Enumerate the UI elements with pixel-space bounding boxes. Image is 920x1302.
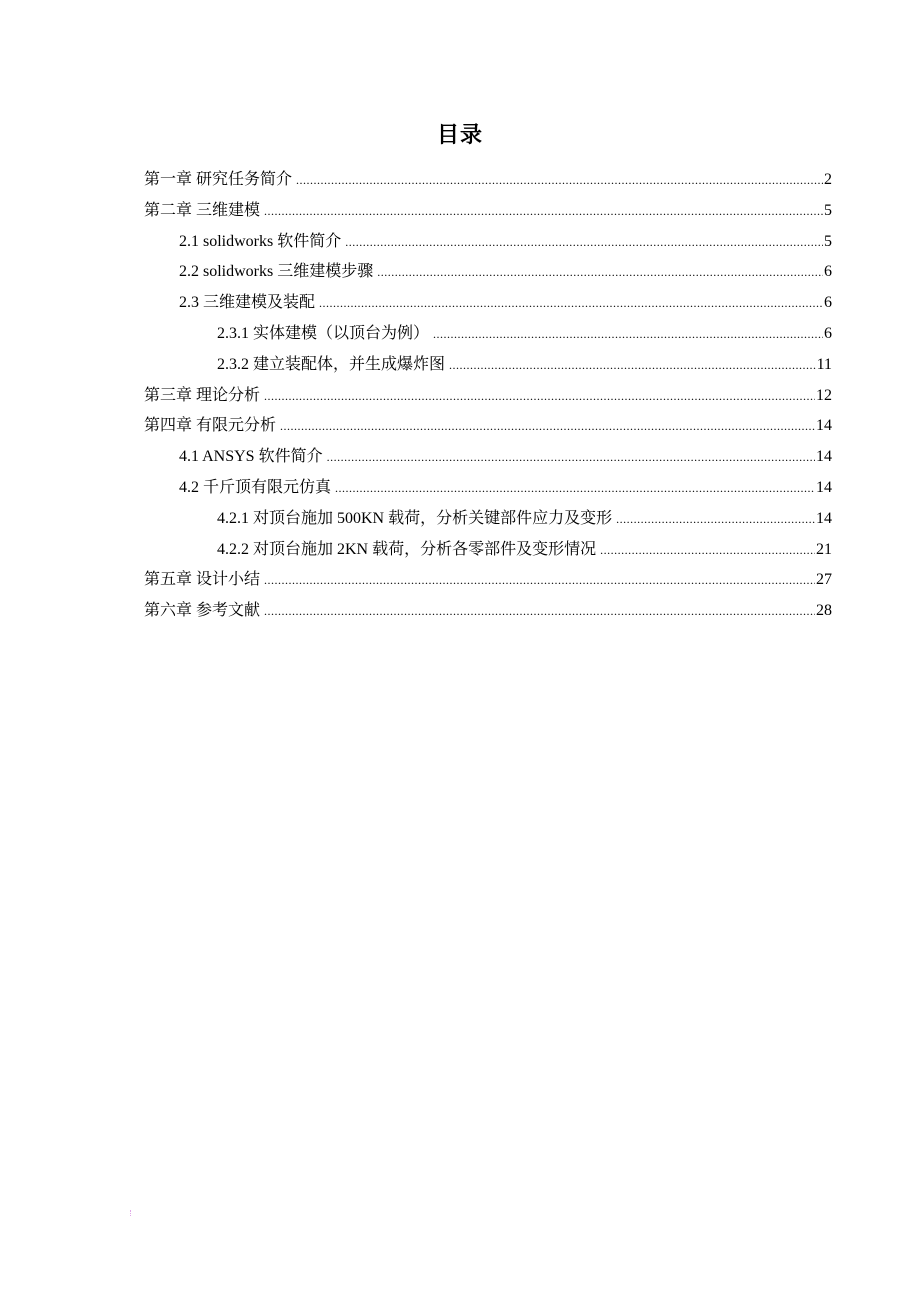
toc-leader-dots	[327, 450, 815, 465]
toc-entry-page: 14	[816, 478, 832, 496]
toc-entry[interactable]	[144, 258, 832, 289]
toc-entry-page: 6	[824, 324, 832, 342]
toc-entry-label: 第二章 三维建模	[144, 201, 261, 219]
toc-entry-page: 28	[816, 602, 832, 620]
toc-entry-page: 14	[816, 509, 832, 527]
table-of-contents	[144, 166, 832, 628]
toc-entry[interactable]	[144, 505, 832, 536]
toc-leader-dots	[319, 296, 823, 311]
toc-entry-label: 2.3 三维建模及装配	[179, 294, 316, 312]
toc-entry[interactable]	[144, 166, 832, 197]
toc-entry[interactable]	[144, 412, 832, 443]
toc-entry[interactable]	[144, 320, 832, 351]
toc-entry-page: 11	[816, 355, 832, 373]
toc-entry[interactable]	[144, 566, 832, 597]
toc-entry-label: 2.1 solidworks 软件简介	[179, 232, 342, 250]
toc-entry-label: 4.2 千斤顶有限元仿真	[179, 478, 332, 496]
toc-leader-dots	[264, 389, 815, 404]
toc-entry-label: 2.2 solidworks 三维建模步骤	[179, 263, 374, 281]
toc-leader-dots	[280, 419, 815, 434]
toc-entry-label: 第六章 参考文献	[144, 602, 261, 620]
toc-entry-page: 12	[816, 386, 832, 404]
toc-leader-dots	[264, 204, 823, 219]
toc-entry[interactable]	[144, 382, 832, 413]
toc-leader-dots	[264, 604, 815, 619]
toc-entry[interactable]	[144, 474, 832, 505]
toc-leader-dots	[264, 573, 815, 588]
toc-leader-dots	[335, 481, 815, 496]
toc-entry[interactable]	[144, 443, 832, 474]
toc-entry[interactable]	[144, 536, 832, 567]
toc-entry-page: 5	[824, 201, 832, 219]
toc-entry-page: 21	[816, 540, 832, 558]
toc-entry-page: 14	[816, 417, 832, 435]
toc-leader-dots	[345, 235, 823, 250]
toc-entry-label: 4.2.1 对顶台施加 500KN 载荷，分析关键部件应力及变形	[217, 509, 613, 527]
toc-entry-label: 第四章 有限元分析	[144, 417, 277, 435]
toc-entry[interactable]	[144, 197, 832, 228]
toc-leader-dots	[600, 543, 815, 558]
page-title: 目录	[436, 123, 483, 148]
toc-entry[interactable]	[144, 289, 832, 320]
toc-entry-label: 第一章 研究任务简介	[144, 171, 293, 188]
toc-leader-dots	[433, 327, 823, 342]
toc-entry-label: 4.2.2 对顶台施加 2KN 载荷，分析各零部件及变形情况	[217, 540, 597, 558]
toc-leader-dots	[296, 173, 823, 188]
toc-entry-label: 4.1 ANSYS 软件简介	[179, 448, 323, 466]
toc-entry-page: 6	[824, 294, 832, 312]
toc-entry-page: 27	[816, 571, 832, 589]
toc-entry-label: 第三章 理论分析	[144, 386, 261, 404]
toc-entry-label: 第五章 设计小结	[144, 571, 261, 589]
toc-entry-label: 2.3.2 建立装配体，并生成爆炸图	[217, 355, 446, 373]
toc-entry-page: 2	[824, 171, 832, 188]
toc-entry-page: 14	[816, 448, 832, 466]
toc-entry[interactable]	[144, 228, 832, 259]
margin-mark	[130, 1210, 134, 1216]
toc-entry-page: 6	[824, 263, 832, 281]
toc-entry[interactable]	[144, 597, 832, 628]
toc-entry-label: 2.3.1 实体建模（以顶台为例）	[217, 324, 430, 342]
toc-leader-dots	[449, 358, 816, 373]
toc-entry[interactable]	[144, 351, 832, 382]
toc-leader-dots	[377, 265, 823, 280]
toc-leader-dots	[616, 512, 815, 527]
toc-entry-page: 5	[824, 232, 832, 250]
